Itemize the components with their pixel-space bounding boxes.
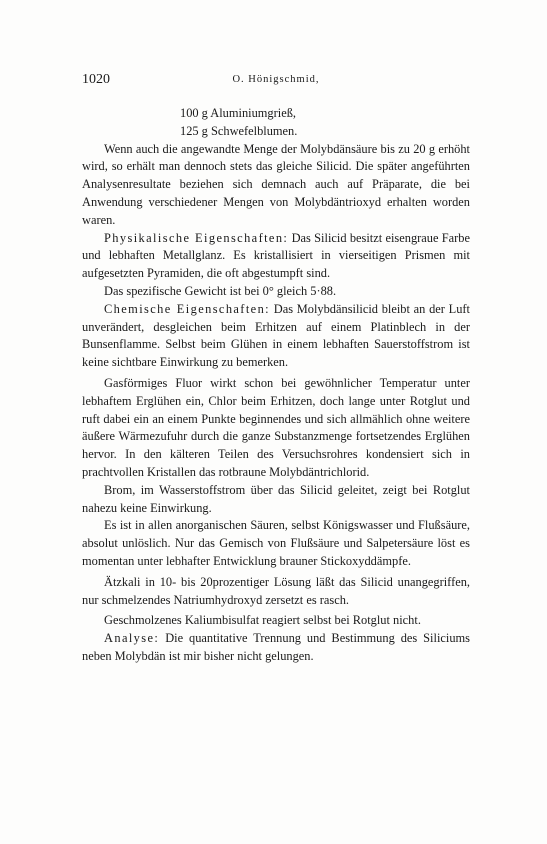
page-header	[82, 72, 470, 92]
section-heading-chemische: Chemische Eigenschaften:	[104, 301, 271, 316]
paragraph-saeuren: Es ist in allen anorganischen Säuren, selbst Königswasser und Flußsäure, absolut unlöslich. Nur das Gemisch von Flußsäure und Salpetersäure löst es momentan unter lebhafter Entwicklung brauner Stickoxyddämpfe.	[82, 518, 470, 568]
paragraph-spezifisches-gewicht: Das spezifische Gewicht ist bei 0° gleich 5·88.	[104, 283, 337, 298]
page-number: 1020	[82, 72, 110, 87]
paragraph-physikalische-text: Das Silicid besitzt eisengraue Farbe und lebhaften Metallglanz. Es kristallisiert in vierseitigen Prismen mit aufgesetzten Pyramiden, die oft abgestumpft sind.	[82, 230, 470, 281]
paragraph-kaliumbisulfat: Geschmolzenes Kaliumbisulfat reagiert selbst bei Rotglut nicht.	[104, 613, 421, 628]
paragraph-silicid-menge: Wenn auch die angewandte Menge der Molybdänsäure bis zu 20 g erhöht wird, so erhält man dennoch stets das gleiche Silicid. Die später angeführten Analysenresultate beziehen sich demnach auch auf Präparate, die bei Anwendung verschiedener Mengen von Molybdäntrioxyd erhalten worden waren.	[82, 141, 470, 227]
formula-line-1: 100 g Aluminiumgrieß,	[180, 106, 296, 120]
paragraph-brom: Brom, im Wasserstoffstrom über das Silicid geleitet, zeigt bei Rotglut nahezu keine Einwirkung.	[82, 482, 470, 515]
paragraph-physikalische-eigenschaften	[82, 230, 470, 283]
paragraph-analyse-text: Die quantitative Trennung und Bestimmung des Siliciums neben Molybdän ist mir bisher nicht gelungen.	[82, 631, 470, 663]
section-heading-analyse: Analyse:	[104, 631, 160, 646]
paragraph-analyse	[82, 630, 470, 666]
paragraph-chemische-text: Das Molybdänsilicid bleibt an der Luft unverändert, desgleichen beim Erhitzen auf einem Platinblech in der Bunsenflamme. Selbst beim Glühen in einem lebhaften Sauerstoffstrom ist keine sichtbare Einwirkung zu bemerken.	[82, 301, 470, 370]
running-head: O. Hönigschmid,	[232, 74, 320, 85]
paragraph-chemische-eigenschaften	[82, 301, 470, 372]
formula-line-2: 125 g Schwefelblumen.	[180, 123, 298, 138]
paragraph-aetzkali: Ätzkali in 10- bis 20prozentiger Lösung läßt das Silicid unangegriffen, nur schmelzendes Natriumhydroxyd zersetzt es rasch.	[82, 574, 470, 607]
body-text	[82, 105, 470, 666]
paragraph-fluor: Gasförmiges Fluor wirkt schon bei gewöhnlicher Temperatur unter lebhaftem Erglühen ein, Chlor beim Erhitzen, doch lange unter Rotglut und ruft dabei ein an einem Punkte beginnendes und sich allmählich ohne weitere äußere Wärmezufuhr durch die ganze Substanzmenge fortsetzendes Erglühen hervor. In den kälteren Teilen des Versuchsrohres kondensiert sich in prachtvollen Kristallen das rotbraune Molybdäntrichlorid.	[82, 375, 470, 479]
section-heading-physikalische: Physikalische Eigenschaften:	[104, 230, 289, 245]
